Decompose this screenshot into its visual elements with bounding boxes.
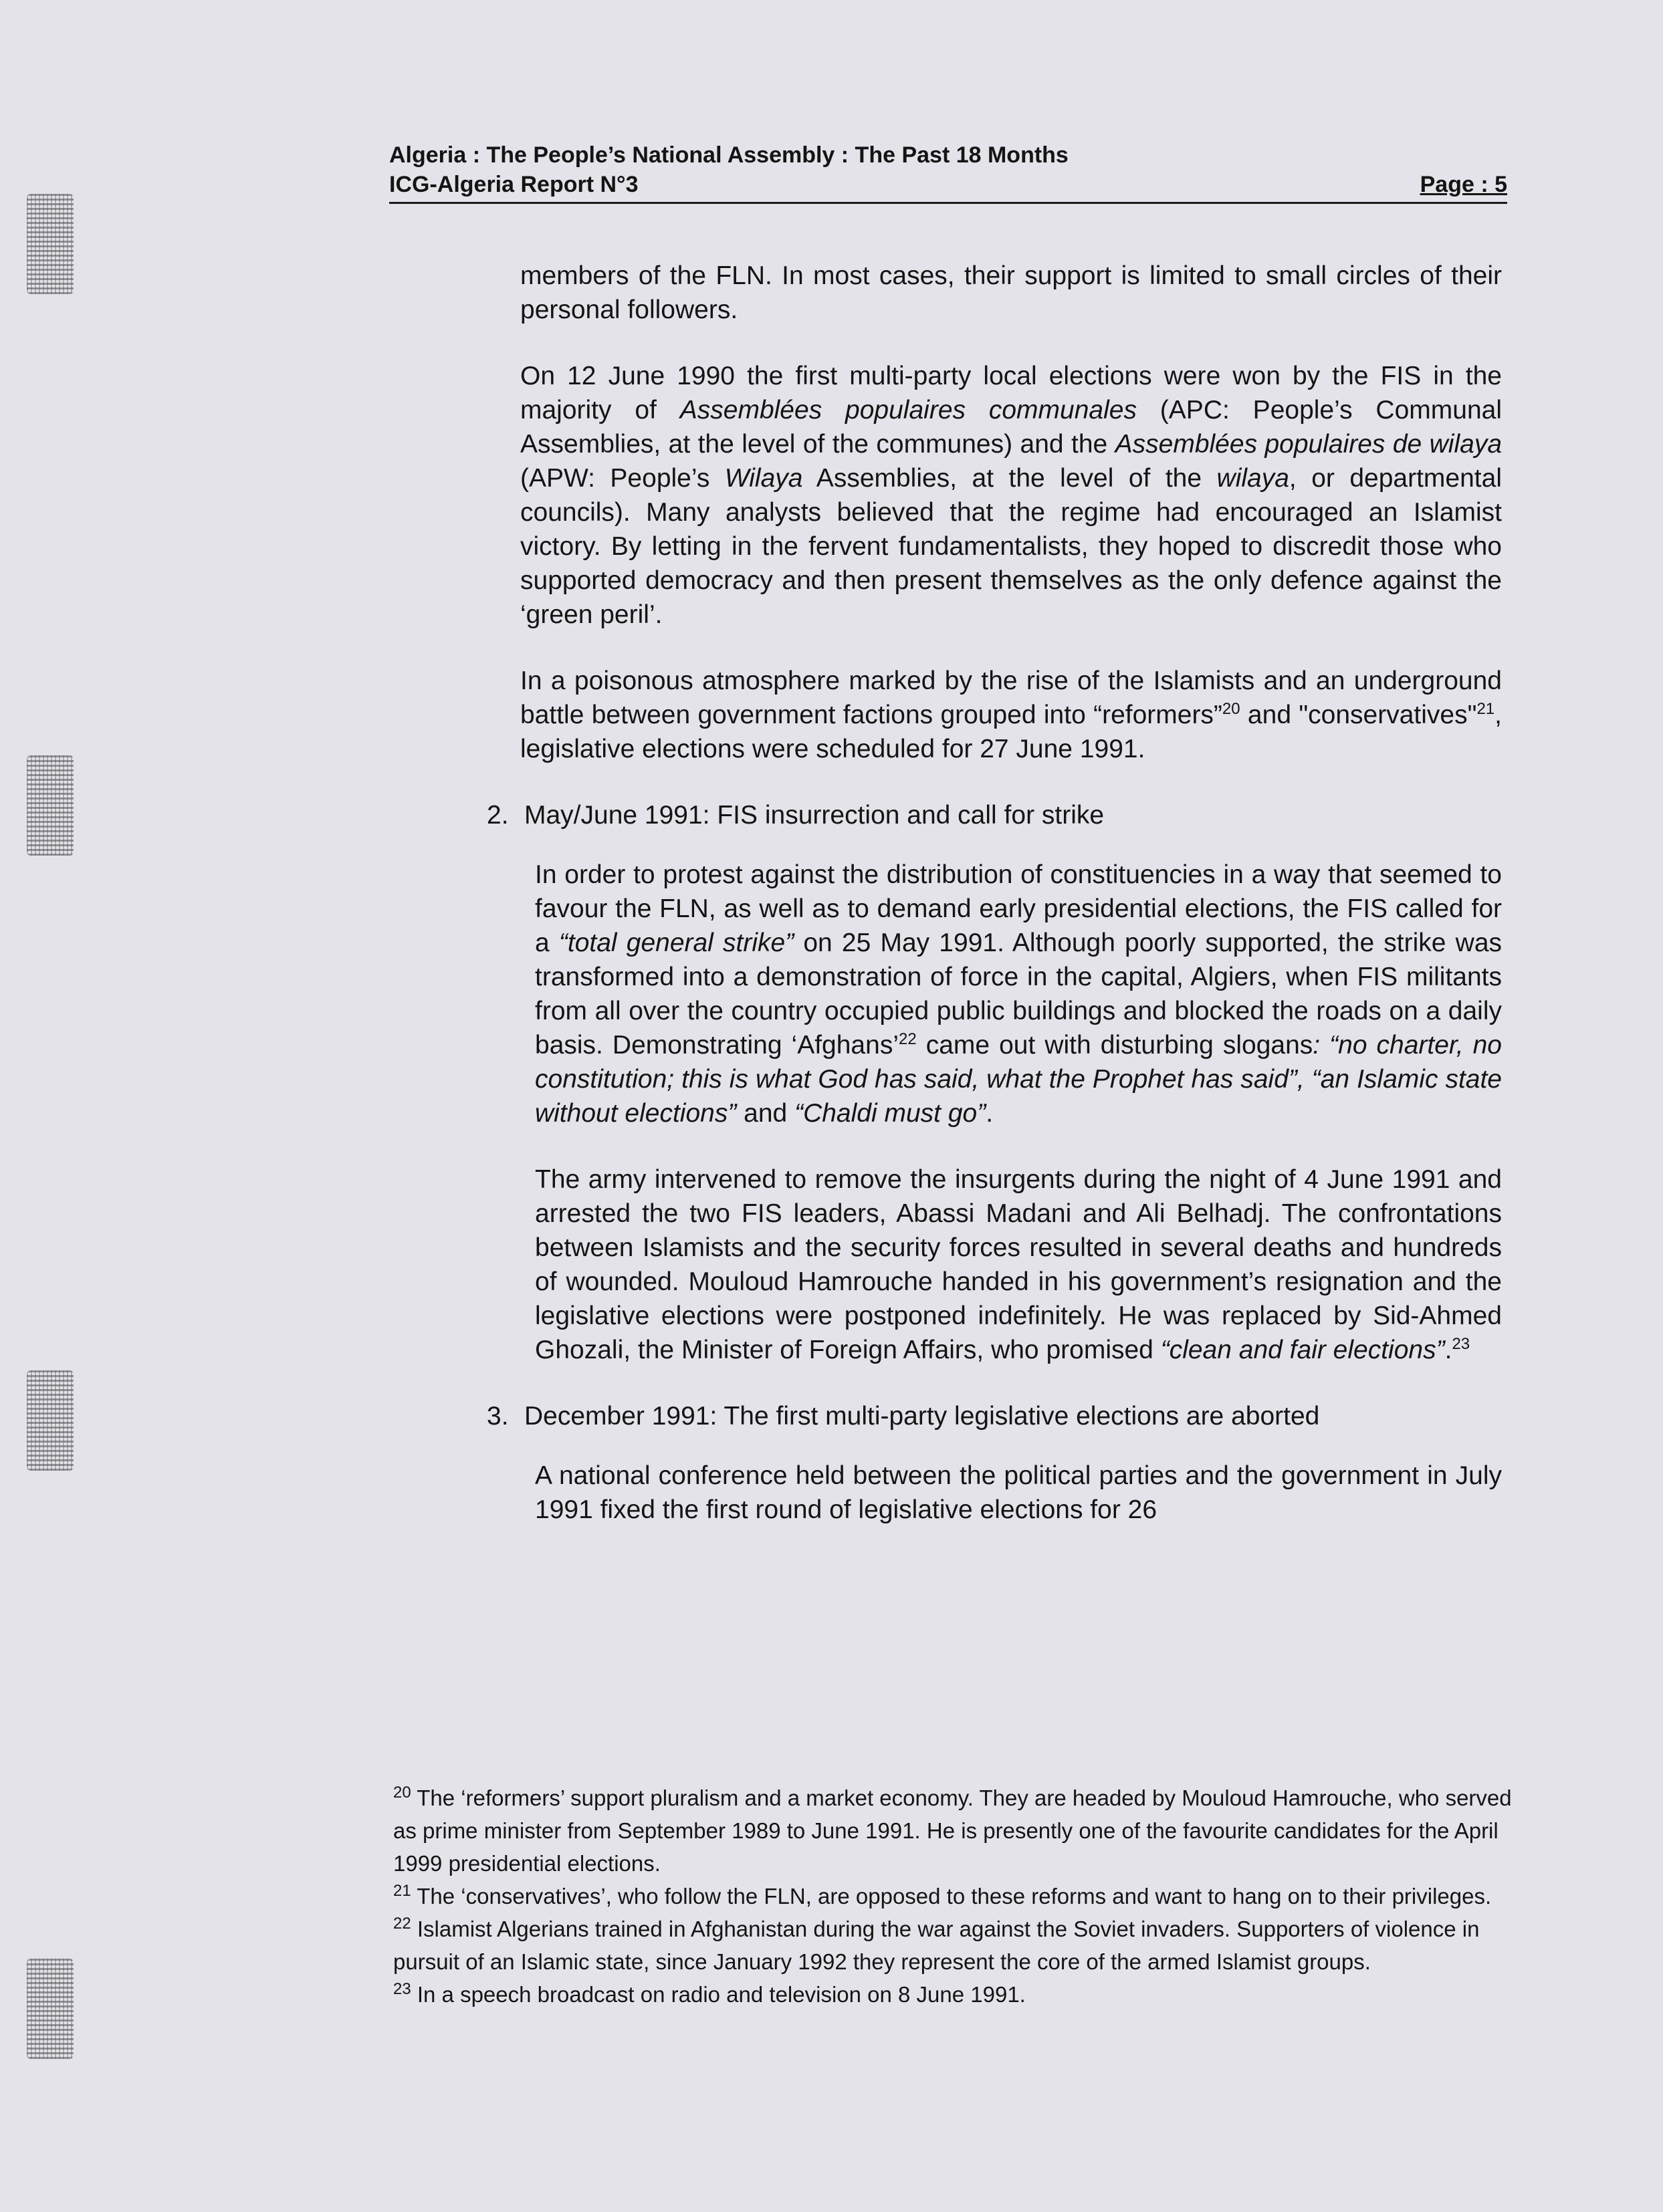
footnote-21 [393, 1880, 1523, 1913]
paragraph-1: members of the FLN. In most cases, their support is limited to small circles of their personal followers. [520, 261, 1502, 324]
footnote-number: 22 [393, 1915, 411, 1933]
section-heading-2 [487, 798, 1502, 832]
text-run: and "conservatives" [1240, 701, 1477, 729]
binding-hole [27, 194, 74, 294]
footnote-number: 20 [393, 1784, 411, 1802]
paragraph-4 [535, 858, 1502, 1130]
page-number: Page : 5 [1420, 172, 1507, 197]
footnote-ref: 22 [898, 1030, 917, 1048]
footnote-23 [393, 1978, 1523, 2011]
text-run-italic: Wilaya [724, 464, 803, 493]
footnote-text: The ‘reformers’ support pluralism and a market economy. They are headed by Mouloud Hamrouche, who served as prime minister from September 1989 to June 1991. He is presently one of the favourite candidates for the April 1999 presidential elections. [393, 1786, 1512, 1876]
paragraph-2 [520, 359, 1502, 632]
section-number: 3. [487, 1402, 509, 1431]
footnote-number: 21 [393, 1882, 411, 1900]
footnote-text: Islamist Algerians trained in Afghanistan during the war against the Soviet invaders. Supporters of violence in pursuit of an Islamic state, since January 1992 they represent the core of the armed Islamist groups. [393, 1917, 1480, 1974]
text-run-italic: “clean and fair elections” [1160, 1336, 1445, 1364]
text-run-italic: “total general strike” [558, 929, 794, 957]
header-report: ICG-Algeria Report N°3 [389, 172, 639, 197]
text-run-italic: Assemblées populaires communales [679, 396, 1137, 424]
footnote-text: The ‘conservatives’, who follow the FLN, are opposed to these reforms and want to hang on to their privileges. [411, 1884, 1492, 1909]
binding-hole [27, 755, 74, 856]
footnote-22 [393, 1913, 1523, 1978]
text-run: . [986, 1099, 994, 1128]
text-run: came out with disturbing slogans [916, 1031, 1313, 1060]
section-title: May/June 1991: FIS insurrection and call for strike [524, 801, 1105, 830]
footnote-text: In a speech broadcast on radio and television on 8 June 1991. [411, 1982, 1026, 2007]
text-run-italic: Assemblées populaires de wilaya [1115, 430, 1503, 459]
footnote-ref: 20 [1222, 700, 1240, 718]
text-run: In order to protest against the distribution of constituencies in a way that seemed to favour the FLN, as well as to demand early presidential elections, the FIS called for a [535, 860, 1502, 957]
text-run: On 12 June 1990 the first multi-party local elections were won by the FIS in the majority of [520, 362, 1502, 424]
footnote-number: 23 [393, 1980, 411, 1998]
text-run: on 25 May 1991. Although poorly supported, the strike was transformed into a demonstration of force in the capital, Algiers, when FIS militants from all over the country occupied public buildings and blocked the roads on a daily basis. Demonstrating ‘Afghans’ [535, 929, 1503, 1060]
paragraph-5 [535, 1162, 1502, 1367]
section-heading-3 [487, 1399, 1502, 1433]
paragraph-6: A national conference held between the political parties and the government in July 1991 fixed the first round of legislative elections for 26 [535, 1461, 1502, 1524]
footnote-ref: 21 [1476, 700, 1495, 718]
section-number: 2. [487, 801, 509, 830]
text-run: (APC: People’s Communal Assemblies, at the level of the communes) and the [520, 396, 1502, 459]
body-text [487, 259, 1503, 1559]
footnote-ref: 23 [1452, 1335, 1470, 1353]
header-title: Algeria : The People’s National Assembly : The Past 18 Months [389, 142, 1069, 168]
text-run-italic: wilaya [1216, 464, 1289, 493]
text-run: and [736, 1099, 795, 1128]
text-run: Assemblies, at the level of the [802, 464, 1217, 493]
text-run: In a poisonous atmosphere marked by the rise of the Islamists and an underground battle between government factions grouped into “reformers” [520, 666, 1502, 729]
footnotes [393, 1781, 1523, 2011]
text-run: The army intervened to remove the insurgents during the night of 4 June 1991 and arrested the two FIS leaders, Abassi Madani and Ali Belhadj. The confrontations between Islamists and the security forces resulted in several deaths and hundreds of wounded. Mouloud Hamrouche handed in his government’s resignation and the legislative elections were postponed indefinitely. He was replaced by Sid-Ahmed Ghozali, the Minister of Foreign Affairs, who promised [535, 1165, 1502, 1364]
text-run-italic: “Chaldi must go” [794, 1099, 986, 1128]
text-run: , or departmental councils). Many analysts believed that the regime had encouraged an Islamist victory. By letting in the fervent fundamentalists, they hoped to discredit those who supported democracy and then present themselves as the only defence against the ‘green peril’. [520, 464, 1502, 629]
text-run: , legislative elections were scheduled for 27 June 1991. [520, 701, 1502, 763]
binding-hole [27, 1370, 74, 1471]
paragraph-3 [520, 664, 1502, 766]
binding-hole [27, 1959, 74, 2059]
text-run-italic: : “no charter, no constitution; this is what God has said, what the Prophet has said”, “an Islamic state without elections” [535, 1031, 1503, 1128]
section-title: December 1991: The first multi-party legislative elections are aborted [524, 1402, 1320, 1431]
text-run: (APW: People’s [520, 464, 725, 493]
footnote-20 [393, 1781, 1523, 1880]
page-header [389, 140, 1507, 204]
text-run: . [1444, 1336, 1452, 1364]
